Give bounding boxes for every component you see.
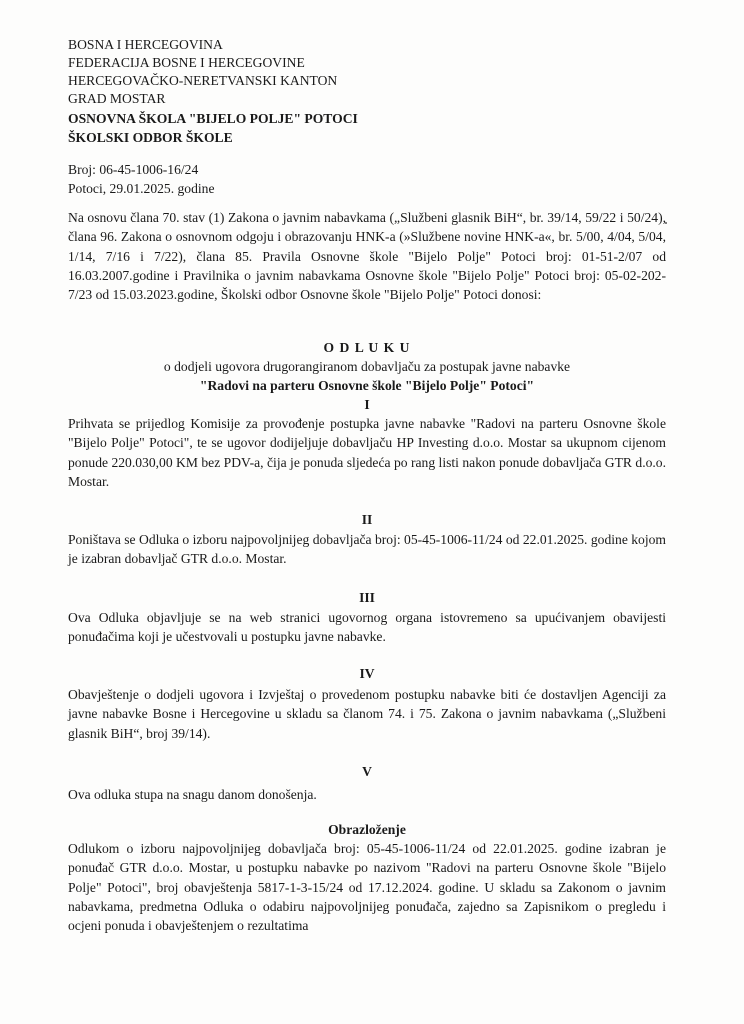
decision-title: O D L U K U [323, 340, 411, 355]
section-numeral-iv: IV [359, 666, 375, 681]
explanation-title: Obrazloženje [328, 822, 406, 837]
section-numeral-ii: II [361, 512, 373, 527]
section-numeral-v: V [362, 764, 372, 779]
decision-subject: "Radovi na parteru Osnovne škole "Bijelo Polje" Potoci" [199, 378, 535, 393]
reference-place-date: Potoci, 29.01.2025. godine [68, 181, 215, 196]
section-numeral-i: I [364, 397, 370, 412]
section-numeral-iii: III [359, 590, 375, 605]
header-country: BOSNA I HERCEGOVINA [68, 37, 223, 52]
section-text-iii: Ova Odluka objavljuje se na web stranici ugovornog organa istovremeno sa upućivanjem obavijesti ponuđačima koji je učestvovali u postupku javne nabavke. [68, 610, 666, 645]
section-text-v: Ova odluka stupa na snagu danom donošenja. [68, 787, 317, 802]
header-school-name: OSNOVNA ŠKOLA "BIJELO POLJE" POTOCI [68, 111, 358, 126]
decision-subtitle: o dodjeli ugovora drugorangiranom dobavljaču za postupak javne nabavke [163, 359, 571, 374]
header-canton: HERCEGOVAČKO-NERETVANSKI KANTON [68, 73, 338, 88]
section-text-iv: Obavještenje o dodjeli ugovora i Izvještaj o provedenom postupku nabavke biti će dostavljen Agenciji za javne nabavke Bosne i Hercegovine u skladu sa članom 74. i 75. Zakona o javnim nabavkama („Službeni glasnik BiH“, broj 39/14). [68, 687, 666, 741]
header-federation: FEDERACIJA BOSNE I HERCEGOVINE [68, 55, 305, 70]
preamble-paragraph: Na osnovu člana 70. stav (1) Zakona o javnim nabavkama („Službeni glasnik BiH“, br. 39/14, 59/22 i 50/24), člana 96. Zakona o osnovnom odgoju i obrazovanju HNK-a (»Službene novine HNK-a«, br. 5/00, 4/04, 5/04, 1/14, 7/16 i 7/22), člana 85. Pravila Osnovne škole "Bijelo Polje" Potoci broj: 01-51-2/07 od 16.03.2007.godine i Pravilnika o javnim nabavkama Osnovne škole "Bijelo Polje" Potoci broj: 05-02-202-7/23 od 15.03.2023.godine, Školski odbor Osnovne škole "Bijelo Polje" Potoci donosi: [68, 210, 666, 303]
header-city: GRAD MOSTAR [68, 91, 166, 106]
section-text-ii: Poništava se Odluka o izboru najpovoljnijeg dobavljača broj: 05-45-1006-11/24 od 22.01.2025. godine kojom je izabran dobavljač GTR d.o.o. Mostar. [68, 532, 666, 567]
header-school-board: ŠKOLSKI ODBOR ŠKOLE [68, 130, 233, 145]
reference-number: Broj: 06-45-1006-16/24 [68, 162, 199, 177]
explanation-paragraph: Odlukom o izboru najpovoljnijeg dobavljača broj: 05-45-1006-11/24 od 22.01.2025. godine izabran je ponuđač GTR d.o.o. Mostar, u postupku nabavke po nazivom "Radovi na parteru Osnovne škole "Bijelo Polje" Potoci", broj obavještenja 5817-1-3-15/24 od 17.12.2024. godine. U skladu sa Zakonom o javnim nabavkama, predmetna Odluka o odabiru najpovoljnijeg ponuđača, zajedno sa Zapisnikom o pregledu i ocjeni ponuda i obavještenjem o rezultatima [68, 841, 666, 934]
section-text-i: Prihvata se prijedlog Komisije za provođenje postupka javne nabavke "Radovi na parteru Osnovne škole "Bijelo Polje" Potoci", te se ugovor dodijeljuje dobavljaču HP Investing d.o.o. Mostar sa ukupnom cijenom ponude 220.030,00 KM bez PDV-a, čija je ponuda sljedeća po rang listi nakon ponude dobavljača GTR d.o.o. Mostar. [68, 416, 666, 489]
